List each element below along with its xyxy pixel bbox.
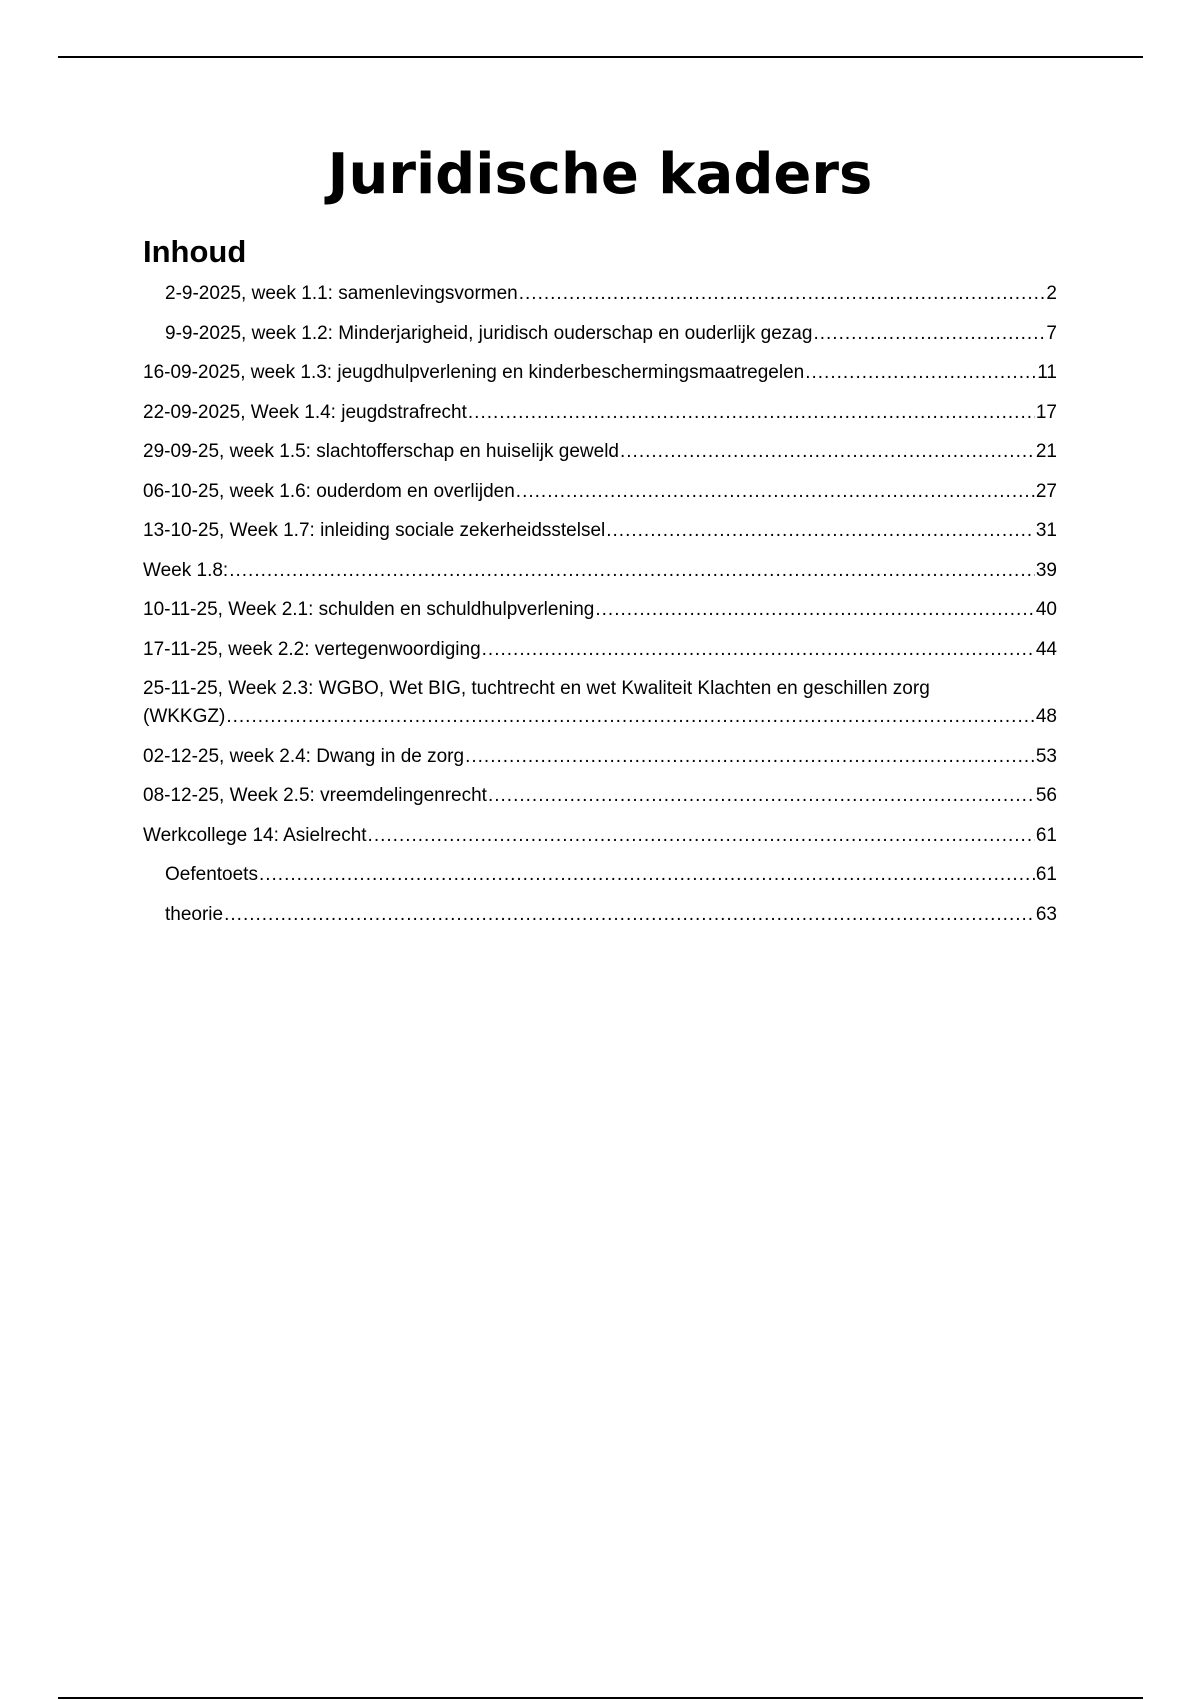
toc-entry-page: 21 [1035, 441, 1057, 462]
toc-entry-title: 2-9-2025, week 1.1: samenlevingsvormen [165, 283, 518, 304]
toc-entry-title-continued: (WKKGZ) [143, 706, 226, 727]
toc-entry-page: 44 [1035, 638, 1057, 660]
toc-entry[interactable] [143, 399, 1057, 427]
toc-entry[interactable] [143, 596, 1057, 624]
toc-entry-title: theorie [165, 903, 224, 925]
toc-entry-title: 02-12-25, week 2.4: Dwang in de zorg [143, 745, 465, 767]
toc-dot-leader [519, 280, 1046, 308]
toc-entry-page: 31 [1035, 520, 1057, 541]
toc-entry[interactable] [143, 782, 1057, 810]
toc-entry-page: 2 [1046, 283, 1057, 304]
toc-entry-page: 17 [1035, 401, 1057, 423]
toc-entry[interactable] [143, 557, 1057, 585]
toc-dot-leader [224, 901, 1035, 929]
toc-entry-continuation [143, 703, 1057, 731]
toc-entry-page: 61 [1035, 824, 1057, 846]
toc-dot-leader [488, 782, 1035, 810]
toc-dot-leader [516, 478, 1035, 506]
document-title: Juridische kaders [327, 142, 873, 207]
toc-entry-page: 63 [1035, 903, 1057, 925]
toc-dot-leader [620, 438, 1035, 466]
toc-entry[interactable] [143, 743, 1057, 771]
toc-dot-leader [368, 822, 1035, 850]
toc-entry-page: 61 [1035, 864, 1057, 885]
toc-heading: Inhoud [143, 234, 247, 269]
toc-entry-page: 48 [1035, 706, 1057, 727]
header-rule [58, 56, 1143, 58]
toc-entry-page: 56 [1035, 785, 1057, 806]
toc-entry-title: 25-11-25, Week 2.3: WGBO, Wet BIG, tuchtrecht en wet Kwaliteit Klachten en geschillen zorg [143, 678, 930, 699]
toc-entry[interactable] [143, 320, 1057, 348]
toc-entry-title: 29-09-25, week 1.5: slachtofferschap en huiselijk geweld [143, 441, 619, 462]
toc-entry-title: 22-09-2025, Week 1.4: jeugdstrafrecht [143, 401, 467, 423]
toc-entry[interactable] [143, 359, 1057, 387]
toc-entry-page: 27 [1035, 480, 1057, 502]
toc-entry[interactable] [143, 478, 1057, 506]
toc-entry[interactable] [143, 675, 1057, 731]
toc-entry-title: 16-09-2025, week 1.3: jeugdhulpverlening en kinderbeschermingsmaatregelen [143, 362, 805, 383]
toc-dot-leader [813, 320, 1045, 348]
toc-entry-title: 17-11-25, week 2.2: vertegenwoordiging [143, 638, 481, 660]
toc-entry[interactable] [143, 517, 1057, 545]
toc-entry-title: Oefentoets [165, 864, 258, 885]
toc-entry[interactable] [143, 901, 1057, 929]
toc-entry-page: 39 [1035, 559, 1057, 581]
toc-entry-title: 9-9-2025, week 1.2: Minderjarigheid, juridisch ouderschap en ouderlijk gezag [165, 322, 813, 344]
toc-dot-leader [465, 743, 1035, 771]
footer-rule [58, 1697, 1143, 1699]
toc-entry-page: 11 [1037, 362, 1057, 383]
toc-entry[interactable] [143, 438, 1057, 466]
toc-dot-leader [226, 703, 1035, 731]
toc-dot-leader [259, 861, 1035, 889]
toc-entry-title: Week 1.8: [143, 559, 229, 581]
toc-dot-leader [482, 636, 1035, 664]
toc-dot-leader [606, 517, 1035, 545]
toc-entry[interactable] [143, 636, 1057, 664]
toc-entry-title: 06-10-25, week 1.6: ouderdom en overlijden [143, 480, 515, 502]
toc-entry-page: 53 [1035, 745, 1057, 767]
toc-entry-title: Werkcollege 14: Asielrecht [143, 824, 367, 846]
toc-dot-leader [595, 596, 1034, 624]
toc-entry[interactable] [143, 861, 1057, 889]
toc-entry-page: 40 [1035, 599, 1057, 620]
toc-entry[interactable] [143, 822, 1057, 850]
toc-entry[interactable] [143, 280, 1057, 308]
toc-dot-leader [468, 399, 1035, 427]
toc-entry-title: 10-11-25, Week 2.1: schulden en schuldhulpverlening [143, 599, 595, 620]
toc-entry-page: 7 [1046, 322, 1057, 344]
table-of-contents [143, 280, 1057, 940]
toc-entry-title: 13-10-25, Week 1.7: inleiding sociale zekerheidsstelsel [143, 520, 606, 541]
toc-dot-leader [229, 557, 1035, 585]
toc-dot-leader [805, 359, 1036, 387]
toc-entry-title: 08-12-25, Week 2.5: vreemdelingenrecht [143, 785, 487, 806]
